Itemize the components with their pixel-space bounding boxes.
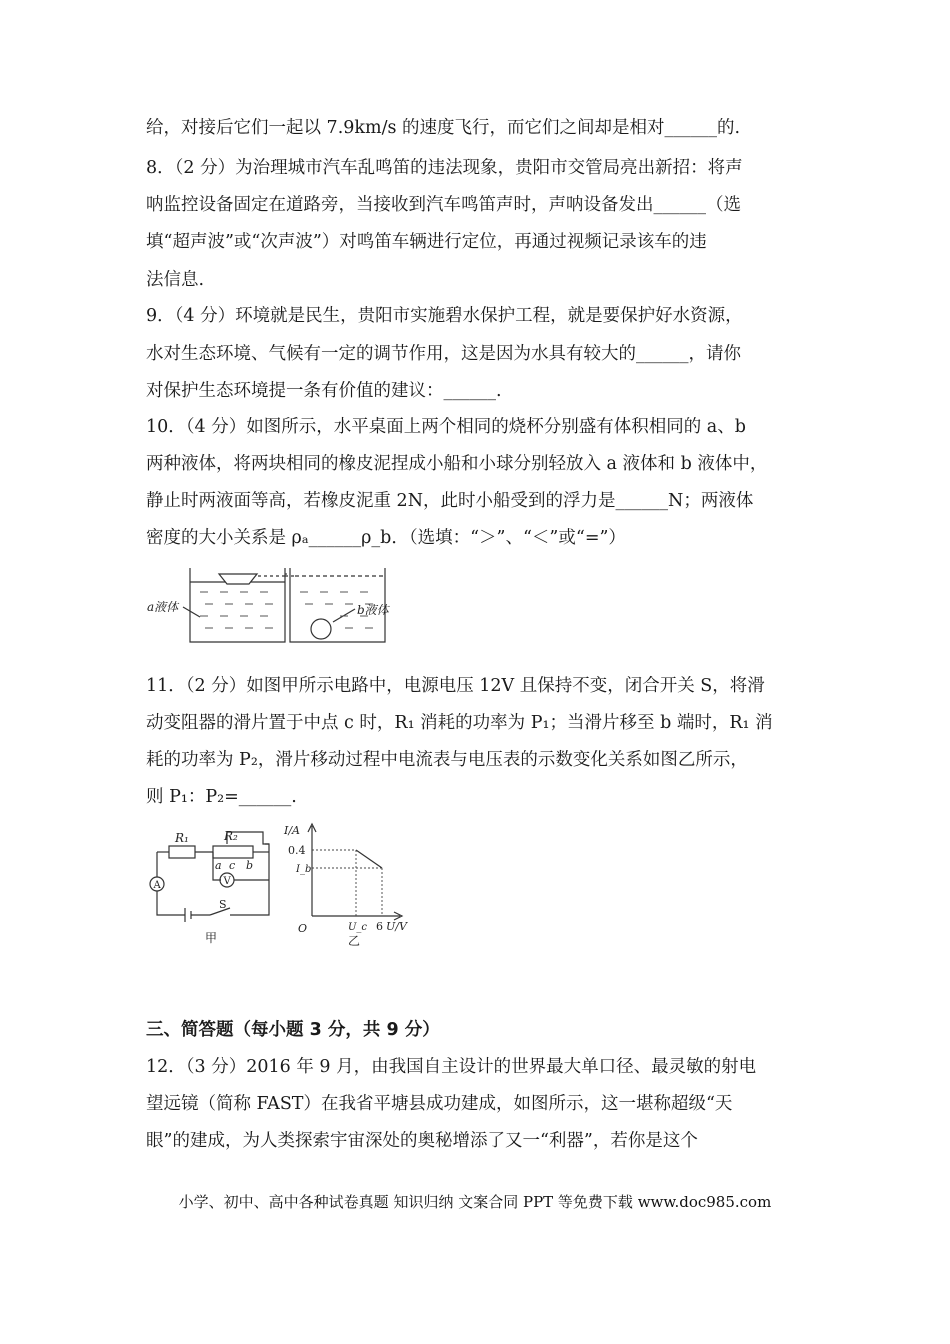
question-8-line-3: 填“超声波”或“次声波”）对鸣笛车辆进行定位，再通过视频记录该车的违	[146, 232, 707, 252]
tick-0.4: 0.4	[288, 844, 306, 857]
circuit-caption: 甲	[205, 931, 218, 945]
label-a-liquid: a液体	[147, 600, 179, 614]
question-11-line-3: 耗的功率为 P₂，滑片移动过程中电流表与电压表的示数变化关系如图乙所示，	[146, 750, 748, 770]
question-9-line-1: 9．（4 分）环境就是民生，贵阳市实施碧水保护工程，就是要保护好水资源，	[146, 306, 743, 326]
question-12-line-2: 望远镜（简称 FAST）在我省平塘县成功建成，如图所示，这一堪称超级“天	[146, 1094, 733, 1114]
origin-label: O	[298, 922, 308, 935]
label-b-liquid: b液体	[357, 603, 389, 617]
question-8-line-1: 8．（2 分）为治理城市汽车乱鸣笛的违法现象，贵阳市交管局亮出新招：将声	[146, 158, 743, 178]
terminal-a-label: a	[215, 859, 222, 872]
graph-caption: 乙	[348, 934, 361, 948]
ammeter-label: A	[153, 880, 161, 891]
question-10-line-1: 10．（4 分）如图所示，水平桌面上两个相同的烧杯分别盛有体积相同的 a、b	[146, 417, 746, 437]
question-11-line-4: 则 P₁：P₂=______.	[146, 787, 297, 807]
question-9-line-2: 水对生态环境、气候有一定的调节作用，这是因为水具有较大的______，请你	[146, 344, 741, 364]
tick-uc: U_c	[348, 922, 368, 933]
beakers-figure	[145, 562, 405, 652]
terminal-b-label: b	[246, 859, 254, 872]
question-11-line-2: 动变阻器的滑片置于中点 c 时，R₁ 消耗的功率为 P₁；当滑片移至 b 端时，R₁ 消	[146, 713, 773, 733]
iu-graph	[282, 818, 412, 948]
question-10-line-2: 两种液体，将两块相同的橡皮泥捏成小船和小球分别轻放入 a 液体和 b 液体中，	[146, 454, 768, 474]
tick-ib: I_b	[296, 864, 312, 875]
question-9-line-3: 对保护生态环境提一条有价值的建议：______.	[146, 381, 502, 401]
terminal-c-label: c	[229, 859, 236, 872]
section-heading-short-answer: 三、简答题（每小题 3 分，共 9 分）	[146, 1020, 440, 1040]
question-12-line-3: 眼”的建成，为人类探索宇宙深处的奥秘增添了又一“利器”，若你是这个	[146, 1131, 698, 1151]
question-10-line-4: 密度的大小关系是 ρₐ______ρ_b．（选填：“＞”、“＜”或“=”）	[146, 528, 626, 548]
question-8-line-2: 呐监控设备固定在道路旁，当接收到汽车鸣笛声时，声呐设备发出______（选	[146, 195, 741, 215]
y-axis-label: I/A	[284, 824, 300, 837]
page-footer: 小学、初中、高中各种试卷真题 知识归纳 文案合同 PPT 等免费下载 www.doc985.com	[178, 1193, 772, 1211]
question-10-line-3: 静止时两液面等高，若橡皮泥重 2N，此时小船受到的浮力是______N；两液体	[146, 491, 754, 511]
r2-label: R₂	[224, 829, 238, 843]
text-line-1: 给，对接后它们一起以 7.9km/s 的速度飞行，而它们之间却是相对______的.	[146, 118, 741, 138]
question-12-line-1: 12．（3 分）2016 年 9 月，由我国自主设计的世界最大单口径、最灵敏的射电	[146, 1057, 757, 1077]
x-axis-label: U/V	[386, 920, 407, 933]
voltmeter-label: V	[223, 876, 231, 887]
circuit-diagram	[145, 822, 280, 947]
switch-label: S	[219, 898, 227, 911]
question-8-line-4: 法信息.	[146, 270, 205, 290]
tick-6: 6	[376, 920, 383, 933]
r1-label: R₁	[175, 831, 189, 845]
question-11-line-1: 11．（2 分）如图甲所示电路中，电源电压 12V 且保持不变，闭合开关 S，将滑	[146, 676, 765, 696]
